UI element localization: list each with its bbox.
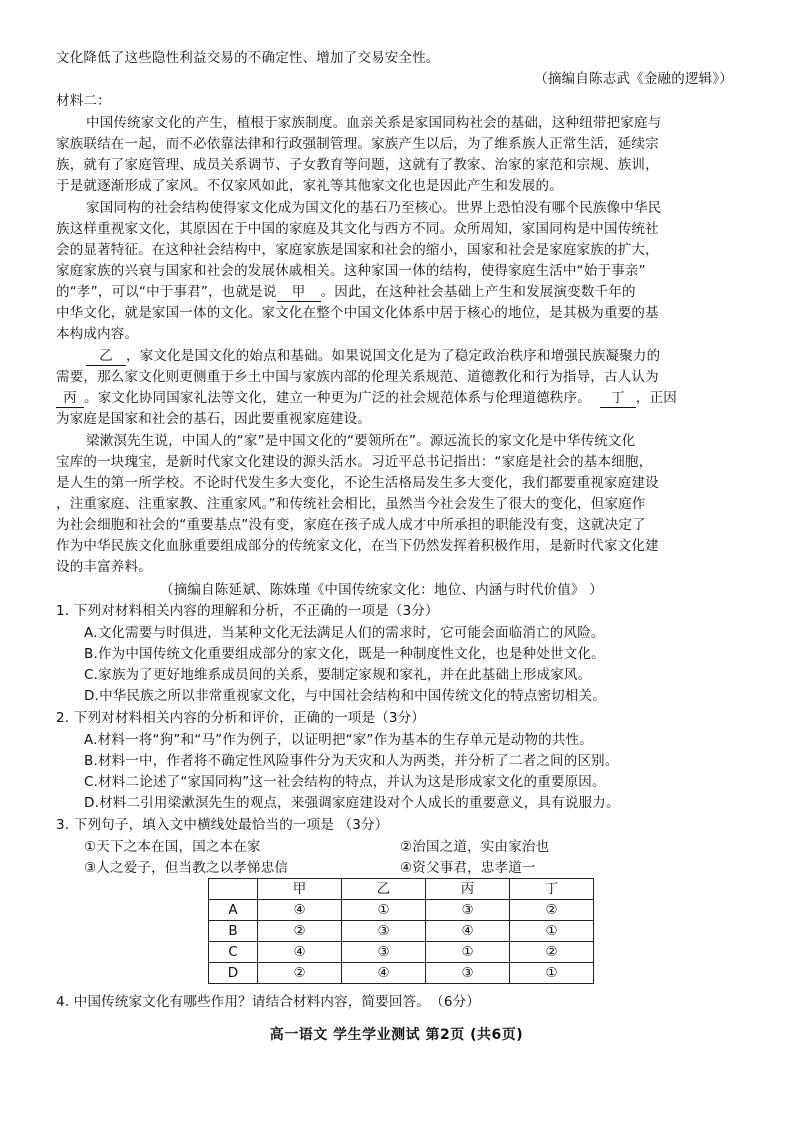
m2-p3-text: ，正因 [635,390,677,406]
m2-p4-line: ，注重家庭、注重家教、注重家风。”和传统社会相比，虽然当今社会发生了很大的变化，但家庭作 [56,496,646,512]
q2-option-b: B.材料一中，作者将不确定性风险事件分为天灾和人为两类，并分析了二者之间的区别。 [84,753,619,769]
m2-p4-line: 梁漱溟先生说，中国人的“家”是中国文化的“要领所在”。源远流长的家文化是中华传统文化 [86,433,636,449]
blank-ding: 丁 [600,390,636,408]
q3-sentence-2: ②治国之道，实由家治也 [400,839,550,855]
m2-p2-line: 本构成内容。 [56,326,139,342]
table-cell: A [209,900,258,921]
m2-p3-line: 需要，那么家文化则更侧重于乡土中国与家族内部的伦理关系规范、道德教化和行为指导，古人认为 [56,369,659,385]
table-cell: ① [426,942,510,963]
table-cell: ① [510,963,594,984]
table-cell: D [209,963,258,984]
m2-p2-line: 中华文化，就是家国一体的文化。家文化在整个中国文化体系中居于核心的地位，是其极为重要的基 [56,305,659,321]
q2-option-d: D.材料二引用梁漱溟先生的观点，来强调家庭建设对个人成长的重要意义，具有说服力。 [84,795,620,811]
table-cell: B [209,921,258,942]
m2-p4-line: 是人生的第一所学校。不论时代发生多大变化，不论生活格局发生多大变化，我们都要重视家庭建设 [56,475,659,491]
table-cell: ② [510,942,594,963]
table-cell: ③ [342,921,426,942]
table-cell: ② [258,921,342,942]
table-cell: ④ [426,921,510,942]
q3-answer-table [208,878,594,984]
m2-p2-text-a: 的“孝”，可以“中于事君”，也就是说 [56,284,277,300]
m2-p4-line: 宝库的一块瑰宝，是新时代家文化建设的源头活水。习近平总书记指出：“家庭是社会的基本细胞， [56,454,653,470]
m2-p2-line: 家庭家族的兴衰与国家和社会的发展休戚相关。这种家国一体的结构，使得家庭生活中“始于事亲” [56,263,646,279]
m2-p3-line-with-blank [86,346,660,367]
q2-option-c: C.材料二论述了“家国同构”这一社会结构的特点，并认为这是形成家文化的重要原因。 [84,774,606,790]
page-footer: 高一语文 学生学业测试 第2页 (共6页) [269,1027,524,1043]
table-header-cell: 丁 [510,879,594,900]
table-cell: ③ [426,963,510,984]
m2-p2-line: 会的显著特征。在这种社会结构中，家庭家族是国家和社会的缩小，国家和社会是家庭家族的扩大， [56,242,659,258]
material2-label: 材料二： [56,93,111,109]
m2-p4-line: 设的丰富养料。 [56,559,152,575]
q3-sentence-4: ④资父事君，忠孝道一 [400,860,536,876]
table-header-row [209,879,594,900]
q1-stem: 1. 下列对材料相关内容的理解和分析，不正确的一项是（3分） [56,603,439,619]
m2-p1-line: 于是就逐渐形成了家风。不仅家风如此，家礼等其他家文化也是因此产生和发展的。 [56,178,563,194]
m2-p2-line: 家国同构的社会结构使得家文化成为国文化的基石乃至核心。世界上恐怕没有哪个民族像中华民 [86,200,662,216]
table-cell: ④ [258,942,342,963]
blank-jia: 甲 [277,284,321,302]
table-cell: ② [258,963,342,984]
table-row [209,900,594,921]
m2-p1-line: 族，就有了家庭管理、成员关系调节、子女教育等问题，这就有了教家、治家的家范和宗规、族训， [56,157,659,173]
m2-p4-line: 作为中华民族文化血脉重要组成部分的传统家文化，在当下仍然发挥着积极作用，是新时代家文化建 [56,538,659,554]
q4-stem: 4. 中国传统家文化有哪些作用？请结合材料内容，简要回答。 （6分） [56,994,481,1010]
q1-option-d: D.中华民族之所以非常重视家文化，与中国社会结构和中国传统文化的特点密切相关。 [84,688,606,704]
q1-option-a: A.文化需要与时俱进，当某种文化无法满足人们的需求时，它可能会面临消亡的风险。 [84,625,605,641]
table-header-cell: 乙 [342,879,426,900]
blank-yi: 乙 [86,348,126,366]
m2-p1-line: 家族联结在一起，而不必依靠法律和行政强制管理。家族产生以后，为了维系族人正常生活，延续宗 [56,136,659,152]
table-cell: C [209,942,258,963]
table-row [209,963,594,984]
m2-p2-line-with-blank [56,282,636,303]
m2-p3-text: 。家文化协同国家礼法等文化，建立一种更为广泛的社会规范体系与伦理道德秩序。 [84,390,591,406]
m2-p3-line-with-blanks [56,388,677,409]
table-row [209,921,594,942]
table-cell: ② [510,900,594,921]
m2-p2-line: 族这样重视家文化，其原因在于中国的家庭及其文化与西方不同。众所周知，家国同构是中国传统社 [56,221,659,237]
table-cell: ① [510,921,594,942]
table-cell: ④ [342,963,426,984]
q3-stem: 3. 下列句子，填入文中横线处最恰当的一项是 （3分） [56,817,389,833]
q1-option-b: B.作为中国传统文化重要组成部分的家文化，既是一种制度性文化，也是种处世文化。 [84,646,605,662]
q2-option-a: A.材料一将“狗”和“马”作为例子，以证明把“家”作为基本的生存单元是动物的共性。 [84,732,593,748]
table-header-cell: 甲 [258,879,342,900]
table-row [209,942,594,963]
material2-citation: （摘编自陈延斌、陈姝瑾《中国传统家文化：地位、内涵与时代价值》 ） [160,582,603,598]
blank-bing: 丙 [56,390,84,408]
table-cell: ③ [342,942,426,963]
m2-p3-text: ，家文化是国文化的始点和基础。如果说国文化是为了稳定政治秩序和增强民族凝聚力的 [126,348,661,364]
m2-p3-line: 为家庭是国家和社会的基石，因此要重视家庭建设。 [56,411,372,427]
q3-sentence-3: ③人之爱子，但当教之以孝悌忠信 [84,860,289,876]
table-header-cell [209,879,258,900]
table-cell: ① [342,900,426,921]
m2-p2-text-b: 。因此，在这种社会基础上产生和发展演变数千年的 [320,284,636,300]
table-cell: ④ [258,900,342,921]
m2-p4-line: 为社会细胞和社会的“重要基点”没有变，家庭在孩子成人成才中所承担的职能没有变，这就决定了 [56,517,646,533]
q3-sentence-1: ①天下之本在国，国之本在家 [84,839,261,855]
table-cell: ③ [426,900,510,921]
table-header-cell: 丙 [426,879,510,900]
q1-option-c: C.家族为了更好地维系成员间的关系，要制定家规和家礼，并在此基础上形成家风。 [84,667,592,683]
q2-stem: 2. 下列对材料相关内容的分析和评价，正确的一项是（3分） [56,710,426,726]
material1-last-line: 文化降低了这些隐性利益交易的不确定性、增加了交易安全性。 [56,50,440,66]
material1-citation: （摘编自陈志武《金融的逻辑》） [534,71,733,87]
m2-p1-line: 中国传统家文化的产生，植根于家族制度。血亲关系是家国同构社会的基础，这种纽带把家庭与 [86,115,662,131]
